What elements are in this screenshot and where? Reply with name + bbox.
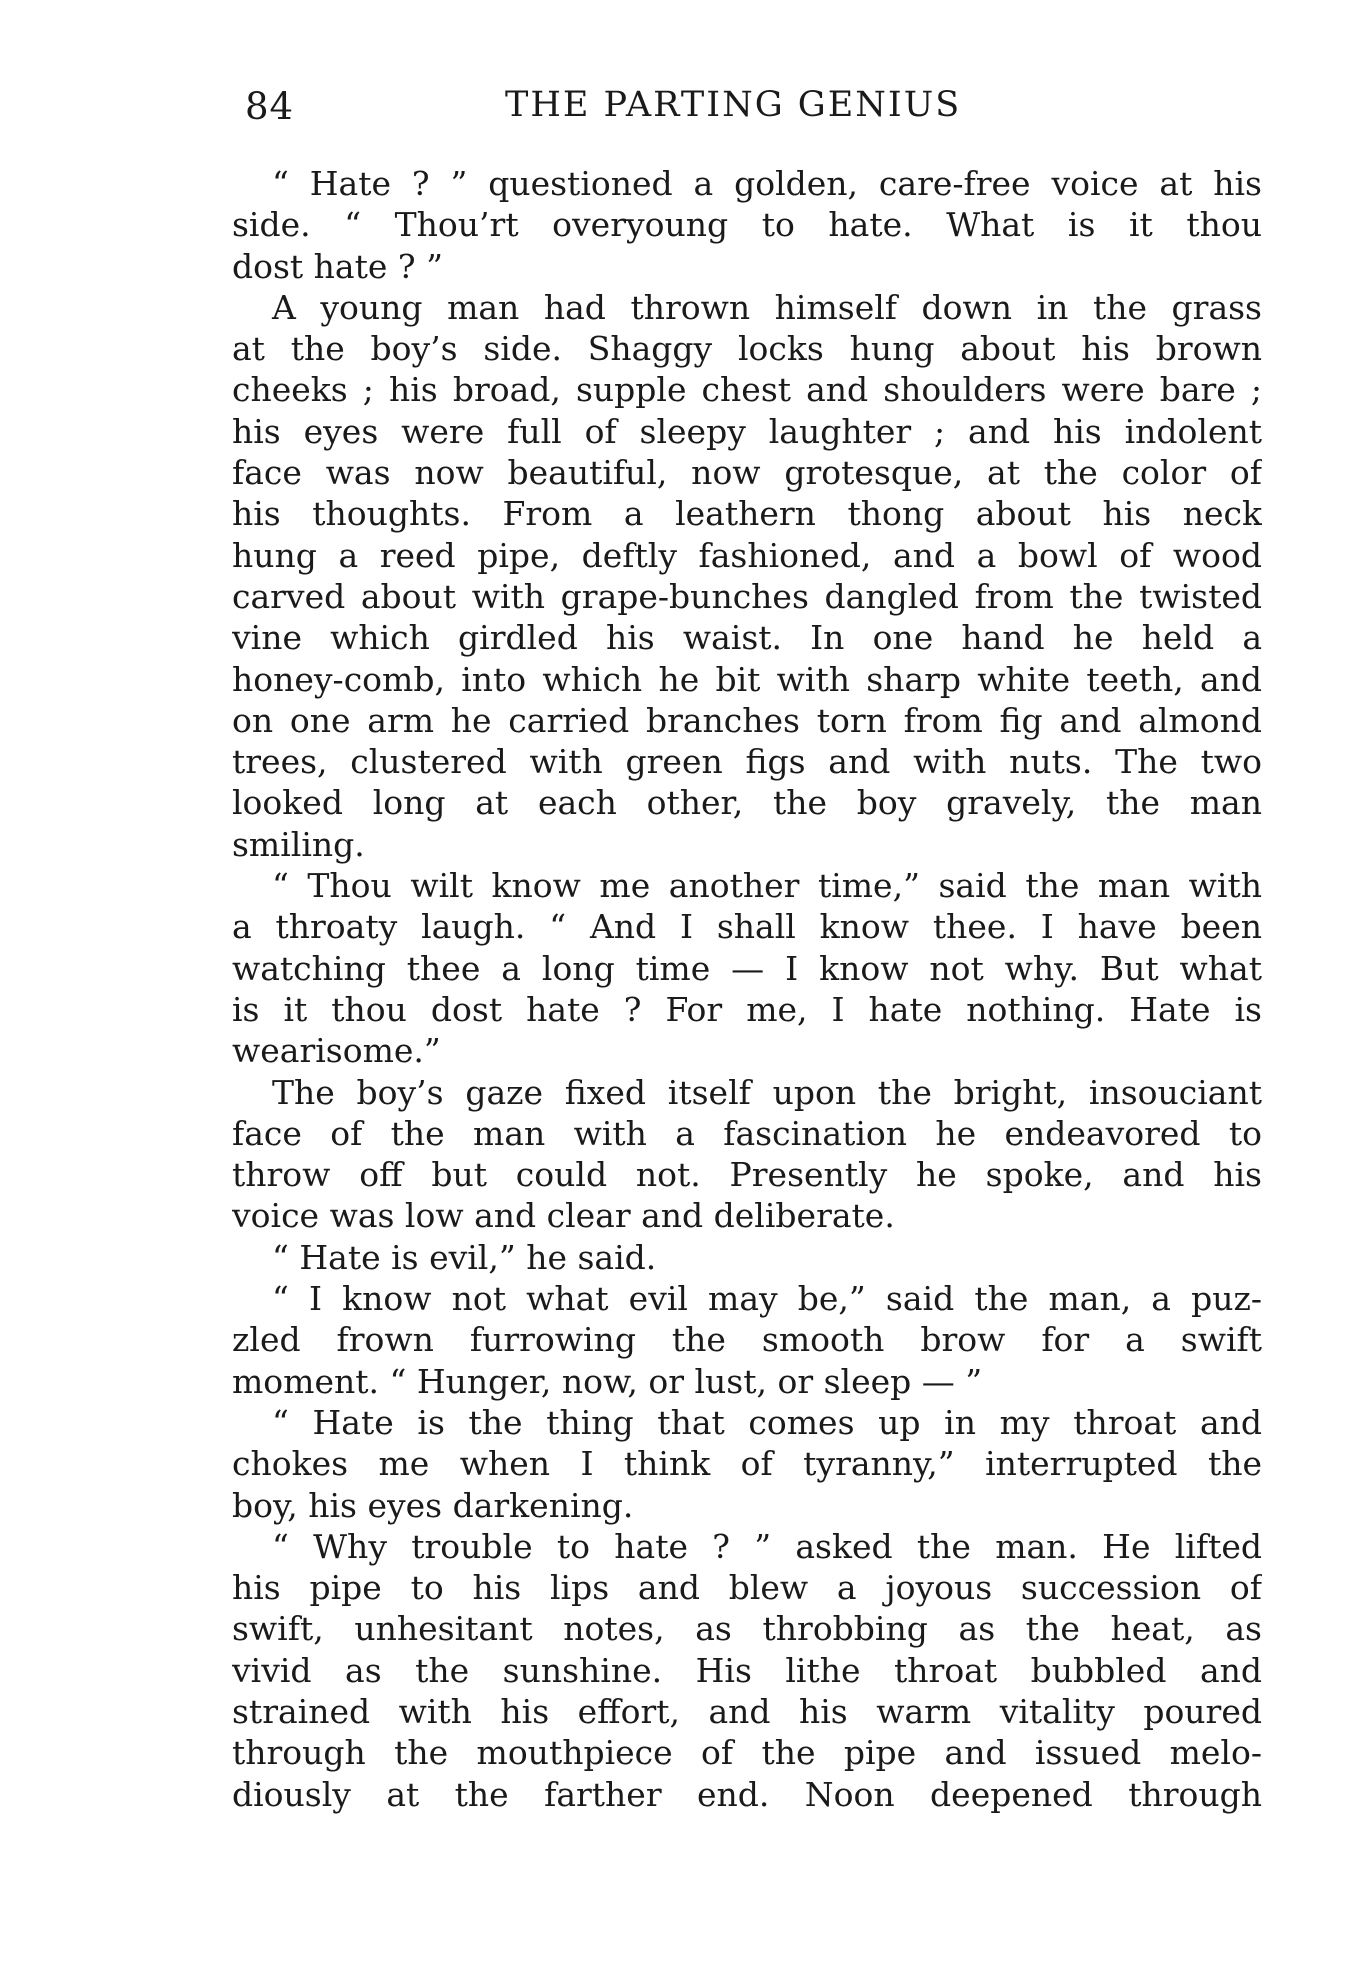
text-line: boy, his eyes darkening. xyxy=(232,1485,634,1525)
text-line: “ Thou wilt know me another time,” said the man with xyxy=(272,866,1262,906)
text-line: voice was low and clear and deliberate. xyxy=(232,1196,895,1236)
text-line: diously at the farther end. Noon deepened through xyxy=(232,1774,1262,1814)
text-line: “ Hate is the thing that comes up in my throat and xyxy=(272,1402,1262,1442)
text-line: vivid as the sunshine. His lithe throat bubbled and xyxy=(232,1650,1262,1690)
running-title: THE PARTING GENIUS xyxy=(505,85,962,125)
text-line: dost hate ? ” xyxy=(232,246,443,286)
text-line: at the boy’s side. Shaggy locks hung about his brown xyxy=(232,329,1262,369)
text-line: his thoughts. From a leathern thong about his neck xyxy=(232,494,1262,534)
text-line: zled frown furrowing the smooth brow for a swift xyxy=(232,1320,1262,1360)
page-number: 84 xyxy=(245,85,295,128)
text-line: cheeks ; his broad, supple chest and shoulders were bare ; xyxy=(232,370,1262,410)
text-line: a throaty laugh. “ And I shall know thee. I have been xyxy=(232,907,1262,947)
text-line: chokes me when I think of tyranny,” interrupted the xyxy=(232,1444,1262,1484)
text-line: strained with his effort, and his warm vitality poured xyxy=(232,1691,1262,1731)
running-header xyxy=(245,85,1265,135)
text-line: hung a reed pipe, deftly fashioned, and a bowl of wood xyxy=(232,535,1262,575)
text-line: is it thou dost hate ? For me, I hate nothing. Hate is xyxy=(232,989,1262,1029)
text-line: on one arm he carried branches torn from fig and almond xyxy=(232,700,1262,740)
text-line: his eyes were full of sleepy laughter ; and his indolent xyxy=(232,411,1262,451)
text-line: carved about with grape-bunches dangled from the twisted xyxy=(232,576,1262,616)
text-line: “ Why trouble to hate ? ” asked the man. He lifted xyxy=(272,1526,1262,1566)
text-line: wearisome.” xyxy=(232,1031,441,1071)
text-line: vine which girdled his waist. In one hand he held a xyxy=(232,618,1262,658)
text-line: face was now beautiful, now grotesque, at the color of xyxy=(232,453,1262,493)
text-line: trees, clustered with green figs and with nuts. The two xyxy=(232,742,1262,782)
text-line: swift, unhesitant notes, as throbbing as the heat, as xyxy=(232,1609,1262,1649)
text-line: throw off but could not. Presently he spoke, and his xyxy=(232,1155,1262,1195)
text-line: his pipe to his lips and blew a joyous succession of xyxy=(232,1568,1262,1608)
text-line: “ I know not what evil may be,” said the man, a puz- xyxy=(272,1279,1262,1319)
text-line: “ Hate is evil,” he said. xyxy=(272,1237,657,1277)
text-line: face of the man with a fascination he endeavored to xyxy=(232,1113,1262,1153)
body-text xyxy=(232,163,1262,1815)
text-line: A young man had thrown himself down in the grass xyxy=(272,287,1262,327)
text-line: The boy’s gaze fixed itself upon the bright, insouciant xyxy=(272,1072,1262,1112)
text-line: smiling. xyxy=(232,824,365,864)
text-line: honey-comb, into which he bit with sharp white teeth, and xyxy=(232,659,1262,699)
text-line: looked long at each other, the boy gravely, the man xyxy=(232,783,1262,823)
text-line: “ Hate ? ” questioned a golden, care-free voice at his xyxy=(272,164,1262,203)
text-line: side. “ Thou’rt overyoung to hate. What is it thou xyxy=(232,205,1262,245)
text-line: through the mouthpiece of the pipe and issued melo- xyxy=(232,1733,1262,1773)
text-line: watching thee a long time — I know not why. But what xyxy=(232,948,1262,988)
text-line: moment. “ Hunger, now, or lust, or sleep — ” xyxy=(232,1361,983,1401)
